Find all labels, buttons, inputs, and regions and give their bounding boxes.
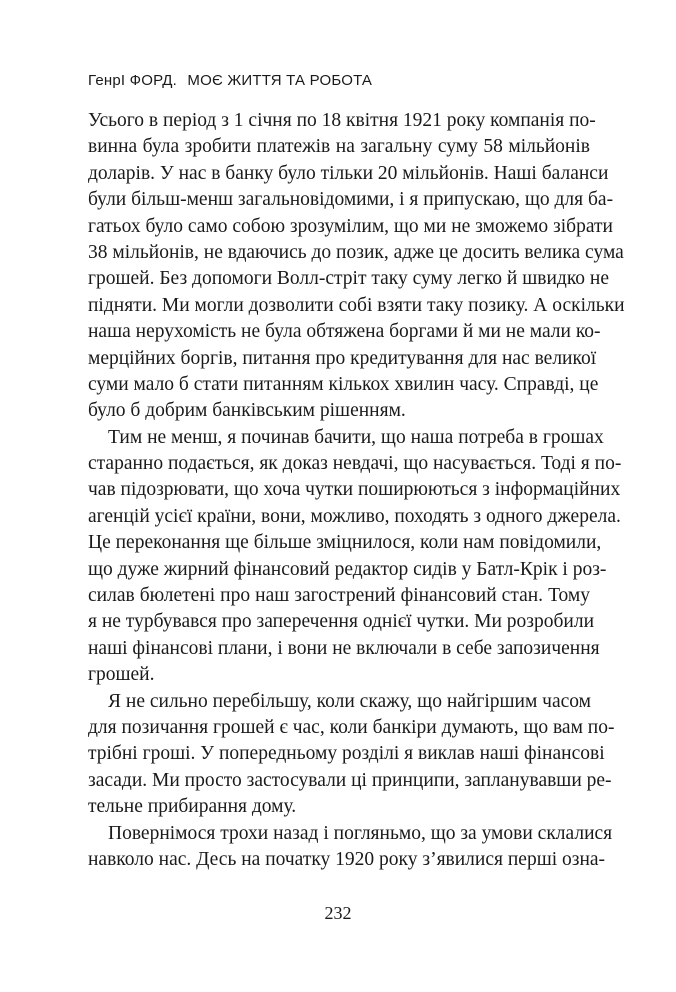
text-line: для позичання грошей є час, коли банкіри думають, що вам по- xyxy=(88,716,615,738)
paragraph xyxy=(88,689,615,821)
running-head-author: ГенрІ ФОРД. xyxy=(88,72,178,89)
text-line: мерційних боргів, питання про кредитування для нас великої xyxy=(88,347,597,369)
text-line: я не турбувався про заперечення однієї чутки. Ми розробили xyxy=(88,611,595,633)
text-line: грошей. Без допомоги Волл-стріт таку суму легко й швидко не xyxy=(88,268,610,290)
text-line: навколо нас. Десь на початку 1920 року з’явилися перші озна- xyxy=(88,848,606,870)
text-line: Я не сильно перебільшу, коли скажу, що найгіршим часом xyxy=(108,690,592,712)
text-line: чав підозрювати, що хоча чутки поширюються з інформаційних xyxy=(88,479,621,501)
paragraph xyxy=(88,425,622,689)
text-line: що дуже жирний фінансовий редактор сидів у Батл-Крік і роз- xyxy=(88,558,607,580)
text-line: були більш-менш загальновідомими, і я припускаю, що для ба- xyxy=(88,189,614,211)
text-line: силав бюлетені про наш загострений фінансовий стан. Тому xyxy=(88,585,590,607)
text-line: Повернімося трохи назад і погляньмо, що за умови склалися xyxy=(108,822,613,844)
text-line: агенцій усієї країни, вони, можливо, походять з одного джерела. xyxy=(88,505,621,527)
text-line: винна була зробити платежів на загальну суму 58 мільйонів xyxy=(88,136,590,158)
running-head xyxy=(88,72,372,89)
text-line: трібні гроші. У попередньому розділі я виклав наші фінансові xyxy=(88,743,605,765)
text-line: грошей. xyxy=(88,664,155,686)
running-head-title: МОЄ ЖИТТЯ ТА РОБОТА xyxy=(187,72,373,89)
text-line: засади. Ми просто застосували ці принципи, запланувавши ре- xyxy=(88,769,612,791)
text-line: 38 мільйонів, не вдаючись до позик, адже це досить велика сума xyxy=(88,241,624,263)
text-line: Це переконання ще більше зміцнилося, коли нам повідомили, xyxy=(88,532,602,554)
text-line: було б добрим банківським рішенням. xyxy=(88,400,406,422)
text-line: Тим не менш, я починав бачити, що наша потреба в грошах xyxy=(108,426,604,448)
text-line: суми мало б стати питанням кількох хвилин часу. Справді, це xyxy=(88,373,599,395)
page-number: 232 xyxy=(324,903,352,923)
text-line: тельне прибирання дому. xyxy=(88,796,297,818)
text-line: наша нерухомість не була обтяжена боргами й ми не мали ко- xyxy=(88,321,601,343)
text-line: доларів. У нас в банку було тільки 20 мільйонів. Наші баланси xyxy=(88,162,609,184)
paragraph xyxy=(88,821,613,874)
paragraph xyxy=(88,108,625,425)
text-line: наші фінансові плани, і вони не включали в себе запозичення xyxy=(88,637,600,659)
text-line: Усього в період з 1 січня по 18 квітня 1921 року компанія по- xyxy=(88,110,596,131)
text-line: старанно подається, як доказ невдачі, що насувається. Тоді я по- xyxy=(88,453,622,475)
text-line: гатьох було само собою зрозумілим, що ми не зможемо зібрати xyxy=(88,215,613,237)
page-body xyxy=(88,108,625,873)
text-line: підняти. Ми могли дозволити собі взяти таку позику. А оскільки xyxy=(88,294,625,316)
